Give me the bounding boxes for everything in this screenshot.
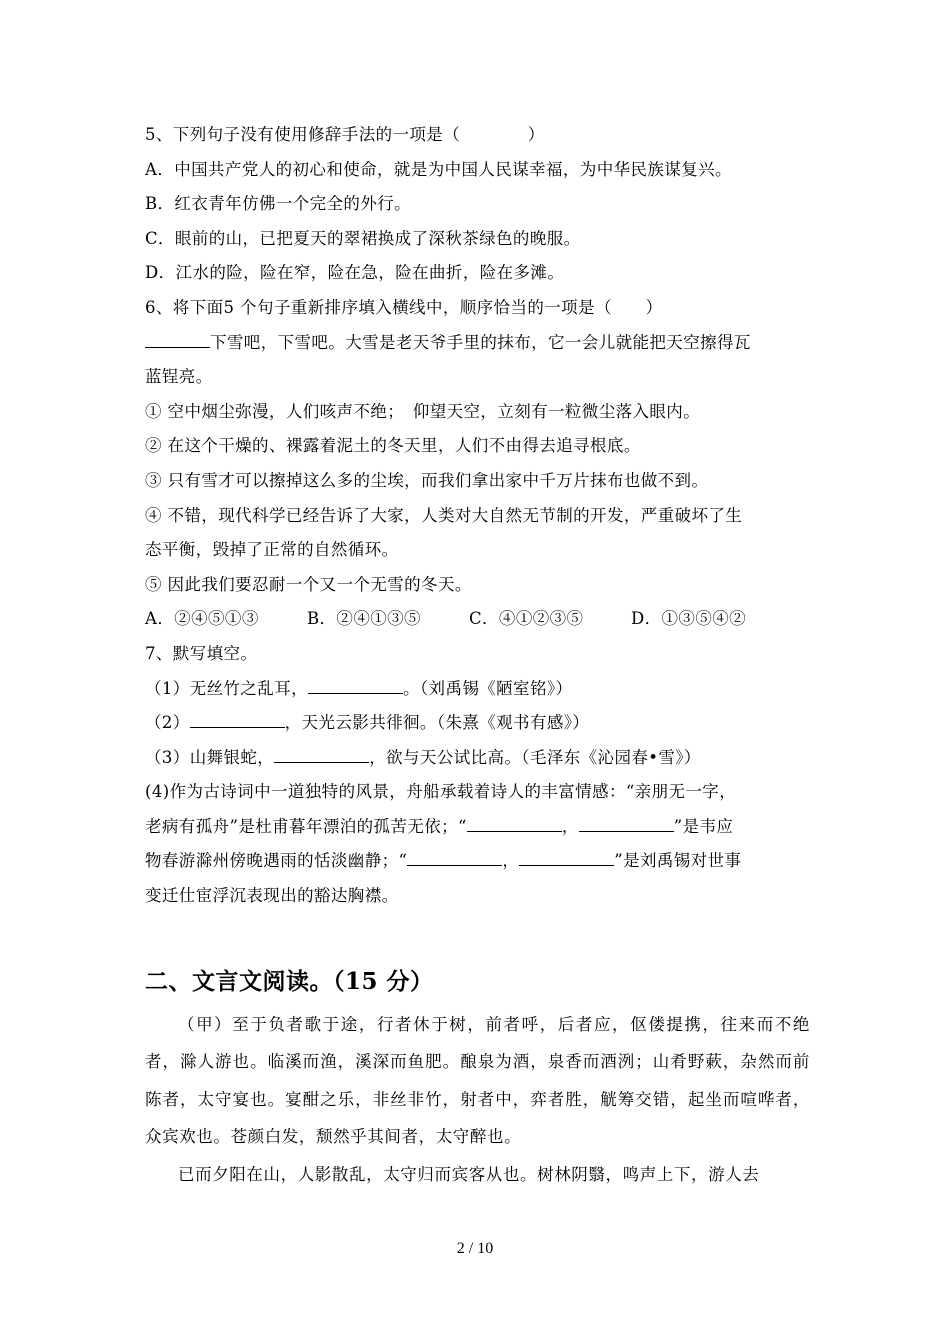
sentence-1: ① 空中烟尘弥漫，人们咳声不绝； 仰望天空，立刻有一粒微尘落入眼内。: [145, 401, 701, 421]
item-text: 物春游滁州傍晚遇雨的恬淡幽静；“: [145, 851, 408, 871]
page-number: 2 / 10: [456, 1240, 494, 1257]
question-5-option-a: A．中国共产党人的初心和使命，就是为中国人民谋幸福，为中华民族谋复兴。: [145, 159, 732, 179]
fill-blank: [407, 847, 502, 866]
question-5-stem: 5、下列句子没有使用修辞手法的一项是（ ）: [145, 125, 545, 144]
question-6-passage-line1: [145, 326, 810, 361]
item-text: （2）: [145, 713, 190, 733]
question-7-stem: 7、默写填空。: [145, 643, 258, 663]
item-text: （1）无丝竹之乱耳，: [145, 678, 308, 698]
classical-passage-paragraph-2: 已而夕阳在山，人影散乱，太守归而宾客从也。树林阴翳，鸣声上下，游人去: [178, 1164, 760, 1184]
question-6-passage-line2: 蓝锃亮。: [145, 367, 213, 387]
question-7-item-1: [145, 672, 810, 707]
passage-text: 下雪吧，下雪吧。大雪是老天爷手里的抹布，它一会儿就能把天空擦得瓦: [210, 332, 751, 352]
question-7-item-2: [145, 706, 810, 741]
item-text: ，: [561, 816, 579, 836]
question-6-stem: 6、将下面5 个句子重新排序填入横线中，顺序恰当的一项是（ ）: [145, 297, 663, 317]
item-text: ，天光云影共徘徊。（朱熹《观书有感》）: [284, 713, 590, 733]
question-5-option-c: C．眼前的山，已把夏天的翠裙换成了深秋茶绿色的晚服。: [145, 228, 581, 248]
question-6-option-b: B．②④①③⑤: [307, 609, 421, 629]
question-5-option-d: D．江水的险，险在窄，险在急，险在曲折，险在多滩。: [145, 263, 565, 283]
item-text: ，: [502, 851, 520, 871]
sentence-4-line2: 态平衡，毁掉了正常的自然循环。: [145, 540, 399, 560]
question-6-options: [145, 602, 810, 637]
question-7-item-4-line2: [145, 810, 810, 845]
question-7-item-4-line4: 变迁仕宦浮沉表现出的豁达胸襟。: [145, 886, 399, 906]
item-text: ”是韦应: [673, 816, 734, 836]
sentence-4-line1: ④ 不错，现代科学已经告诉了大家，人类对大自然无节制的开发，严重破坏了生: [145, 505, 743, 525]
item-text: ，欲与天公试比高。（毛泽东《沁园春•雪》）: [369, 747, 701, 767]
fill-blank: [467, 813, 562, 832]
fill-blank: [579, 813, 674, 832]
section-2-heading: 二、文言文阅读。（15 分）: [145, 967, 434, 995]
sentence-3: ③ 只有雪才可以擦掉这么多的尘埃，而我们拿出家中千万片抹布也做不到。: [145, 470, 709, 490]
question-6-option-c: C．④①②③⑤: [469, 609, 584, 629]
classical-passage-paragraph-1: （甲）至于负者歌于途，行者休于树，前者呼，后者应，伛偻提携，往来而不绝者，滁人游也。临溪而渔，溪深而鱼肥。酿泉为酒，泉香而酒洌；山肴野蔌，杂然而前陈者，太守宴也。宴酣之乐，非丝非竹，射者中，弈者胜，觥筹交错，起坐而喧哗者，众宾欢也。苍颜白发，颓然乎其间者，太守醉也。: [145, 1014, 810, 1147]
fill-blank: [308, 675, 403, 694]
item-text: 。（刘禹锡《陋室铭》）: [403, 678, 573, 698]
item-text: ”是刘禹锡对世事: [614, 851, 742, 871]
fill-blank: [519, 847, 614, 866]
question-6-option-a: A．②④⑤①③: [145, 609, 259, 629]
sentence-2: ② 在这个干燥的、裸露着泥土的冬天里，人们不由得去追寻根底。: [145, 436, 641, 456]
fill-blank: [274, 744, 369, 763]
item-text: 老病有孤舟”是杜甫暮年漂泊的孤苦无依；“: [145, 816, 467, 836]
page-content: [145, 118, 810, 1193]
question-7-item-4-line3: [145, 844, 810, 879]
item-text: （3）山舞银蛇，: [145, 747, 275, 767]
question-7-item-4-line1: (4)作为古诗词中一道独特的风景，舟船承载着诗人的丰富情感：“亲朋无一字，: [145, 782, 737, 802]
fill-blank: [190, 709, 285, 728]
question-5-option-b: B．红衣青年仿佛一个完全的外行。: [145, 194, 412, 214]
fill-blank: [145, 329, 210, 348]
sentence-5: ⑤ 因此我们要忍耐一个又一个无雪的冬天。: [145, 574, 472, 594]
question-6-option-d: D．①③⑤④②: [631, 609, 747, 629]
question-7-item-3: [145, 741, 810, 776]
